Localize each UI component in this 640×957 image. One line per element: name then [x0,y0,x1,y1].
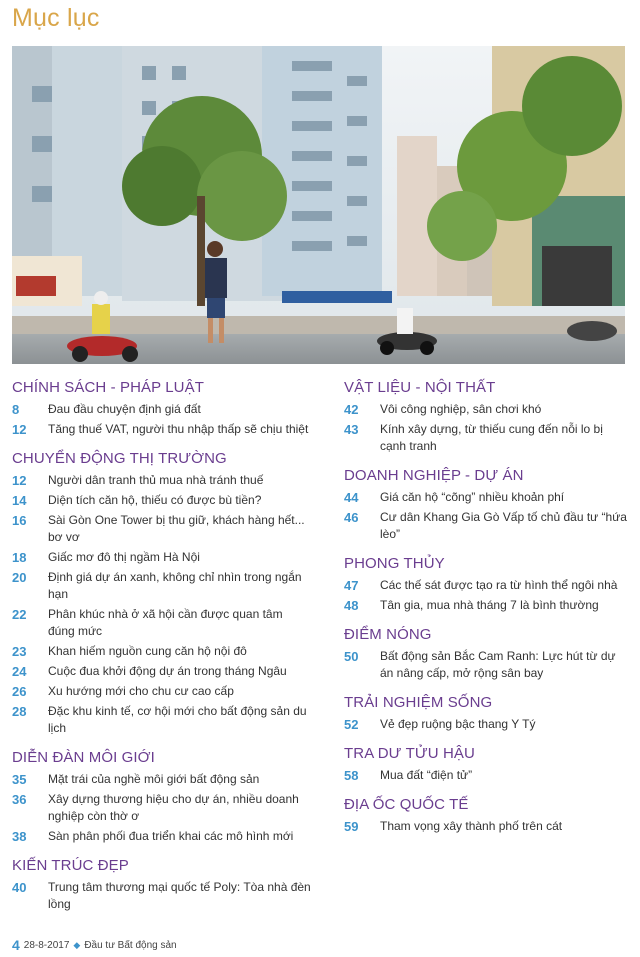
page-number: 42 [344,402,359,417]
article-title: Cuộc đua khởi động dự án trong tháng Ngâu [48,664,287,678]
toc-entry[interactable] [344,767,629,784]
footer-publication: Đầu tư Bất động sản [84,939,177,951]
article-title: Tân gia, mua nhà tháng 7 là bình thường [380,598,599,612]
article-title: Đau đầu chuyện định giá đất [48,402,201,416]
page-number: 59 [344,819,359,834]
page-number: 24 [12,664,27,679]
page-number: 48 [344,598,359,613]
toc-entry[interactable] [12,401,312,418]
toc-entry[interactable] [12,828,312,845]
toc-entry[interactable] [12,643,312,660]
section-title[interactable]: CHÍNH SÁCH - PHÁP LUẬT [12,379,204,396]
article-title: Diện tích căn hộ, thiếu có được bù tiền? [48,493,262,507]
section-title[interactable]: ĐIỂM NÓNG [344,626,432,643]
toc-entry[interactable] [12,879,312,913]
page-number: 40 [12,880,27,895]
section-title[interactable]: KIẾN TRÚC ĐẸP [12,857,129,874]
page-number: 50 [344,649,359,664]
toc-entry[interactable] [12,569,312,603]
toc-entry[interactable] [12,683,312,700]
cover-photo [12,46,625,364]
article-title: Người dân tranh thủ mua nhà tránh thuế [48,473,264,487]
toc-entry[interactable] [12,791,312,825]
toc-section [12,748,312,845]
article-title: Khan hiếm nguồn cung căn hộ nội đô [48,644,247,658]
footer-page-number: 4 [12,937,20,953]
section-title[interactable]: CHUYỂN ĐỘNG THỊ TRƯỜNG [12,450,227,467]
article-title: Cư dân Khang Gia Gò Vấp tố chủ đầu tư “hứa lèo” [380,510,627,541]
article-title: Kính xây dựng, từ thiếu cung đến nỗi lo bị cạnh tranh [380,422,603,453]
page-number: 22 [12,607,27,622]
toc-entry[interactable] [12,492,312,509]
page-number: 43 [344,422,359,437]
article-title: Trung tâm thương mại quốc tế Poly: Tòa nhà đèn lồng [48,880,311,911]
toc-entry[interactable] [344,597,629,614]
toc-entry[interactable] [344,818,629,835]
article-title: Đặc khu kinh tế, cơ hội mới cho bất động sản du lịch [48,704,307,735]
page-number: 12 [12,422,27,437]
page-number: 47 [344,578,359,593]
toc-entry[interactable] [12,771,312,788]
page-number: 23 [12,644,27,659]
toc-section [344,554,629,614]
toc-entry[interactable] [12,703,312,737]
toc-entry[interactable] [344,716,629,733]
toc-entry[interactable] [344,509,629,543]
toc-section [344,625,629,682]
article-title: Giá căn hộ “cõng” nhiều khoản phí [380,490,565,504]
article-title: Tăng thuế VAT, người thu nhập thấp sẽ chịu thiệt [48,422,309,436]
toc-section [344,795,629,835]
toc-entry[interactable] [12,472,312,489]
page-number: 26 [12,684,27,699]
page-number: 18 [12,550,27,565]
toc-left-column [12,378,312,924]
toc-section [344,693,629,733]
page-number: 35 [12,772,27,787]
toc-section [344,378,629,455]
toc-section [344,466,629,543]
toc-right-column [344,378,629,846]
article-title: Vẻ đẹp ruộng bậc thang Y Tý [380,717,536,731]
page-number: 52 [344,717,359,732]
toc-entry[interactable] [12,512,312,546]
toc-entry[interactable] [12,421,312,438]
section-title[interactable]: DOANH NGHIỆP - DỰ ÁN [344,467,524,484]
page-number: 46 [344,510,359,525]
article-title: Sàn phân phối đua triển khai các mô hình mới [48,829,294,843]
page-number: 8 [12,402,20,417]
article-title: Định giá dự án xanh, không chỉ nhìn trong ngắn hạn [48,570,302,601]
toc-entry[interactable] [344,421,629,455]
toc-entry[interactable] [344,577,629,594]
page-number: 20 [12,570,27,585]
section-title[interactable]: TRẢI NGHIỆM SỐNG [344,694,493,711]
toc-section [12,449,312,737]
toc-entry[interactable] [344,401,629,418]
page-title: Mục lục [12,4,100,32]
page-number: 38 [12,829,27,844]
article-title: Mặt trái của nghề môi giới bất động sản [48,772,260,786]
page-number: 58 [344,768,359,783]
section-title[interactable]: VẬT LIỆU - NỘI THẤT [344,379,496,396]
toc-entry[interactable] [344,489,629,506]
toc-section [12,378,312,438]
article-title: Các thế sát được tạo ra từ hình thể ngôi nhà [380,578,618,592]
article-title: Giấc mơ đô thị ngầm Hà Nội [48,550,200,564]
toc-entry[interactable] [12,549,312,566]
article-title: Bất động sản Bắc Cam Ranh: Lực hút từ dự án nâng cấp, mở rộng sân bay [380,649,616,680]
page-number: 14 [12,493,27,508]
page-number: 12 [12,473,27,488]
page-footer [12,937,177,953]
article-title: Tham vọng xây thành phố trên cát [380,819,563,833]
page-number: 28 [12,704,27,719]
article-title: Vôi công nghiệp, sân chơi khó [380,402,542,416]
page-number: 36 [12,792,27,807]
toc-section [344,744,629,784]
section-title[interactable]: TRA DƯ TỬU HẬU [344,745,475,762]
toc-section [12,856,312,913]
article-title: Xu hướng mới cho chu cư cao cấp [48,684,234,698]
footer-date: 28-8-2017 [23,939,70,951]
article-title: Mua đất “điện tử” [380,768,473,782]
toc-entry[interactable] [344,648,629,682]
section-title[interactable]: ĐỊA ỐC QUỐC TẾ [344,796,469,813]
toc-entry[interactable] [12,663,312,680]
article-title: Sài Gòn One Tower bị thu giữ, khách hàng hết... bơ vơ [48,513,305,544]
section-title[interactable]: PHONG THỦY [344,555,445,572]
diamond-icon: ◆ [73,939,81,950]
article-title: Phân khúc nhà ở xã hội cần được quan tâm đúng mức [48,607,283,638]
article-title: Xây dựng thương hiệu cho dự án, nhiều doanh nghiệp còn thờ ơ [48,792,299,823]
section-title[interactable]: DIỄN ĐÀN MÔI GIỚI [12,749,155,766]
toc-entry[interactable] [12,606,312,640]
page-number: 44 [344,490,359,505]
page-number: 16 [12,513,27,528]
